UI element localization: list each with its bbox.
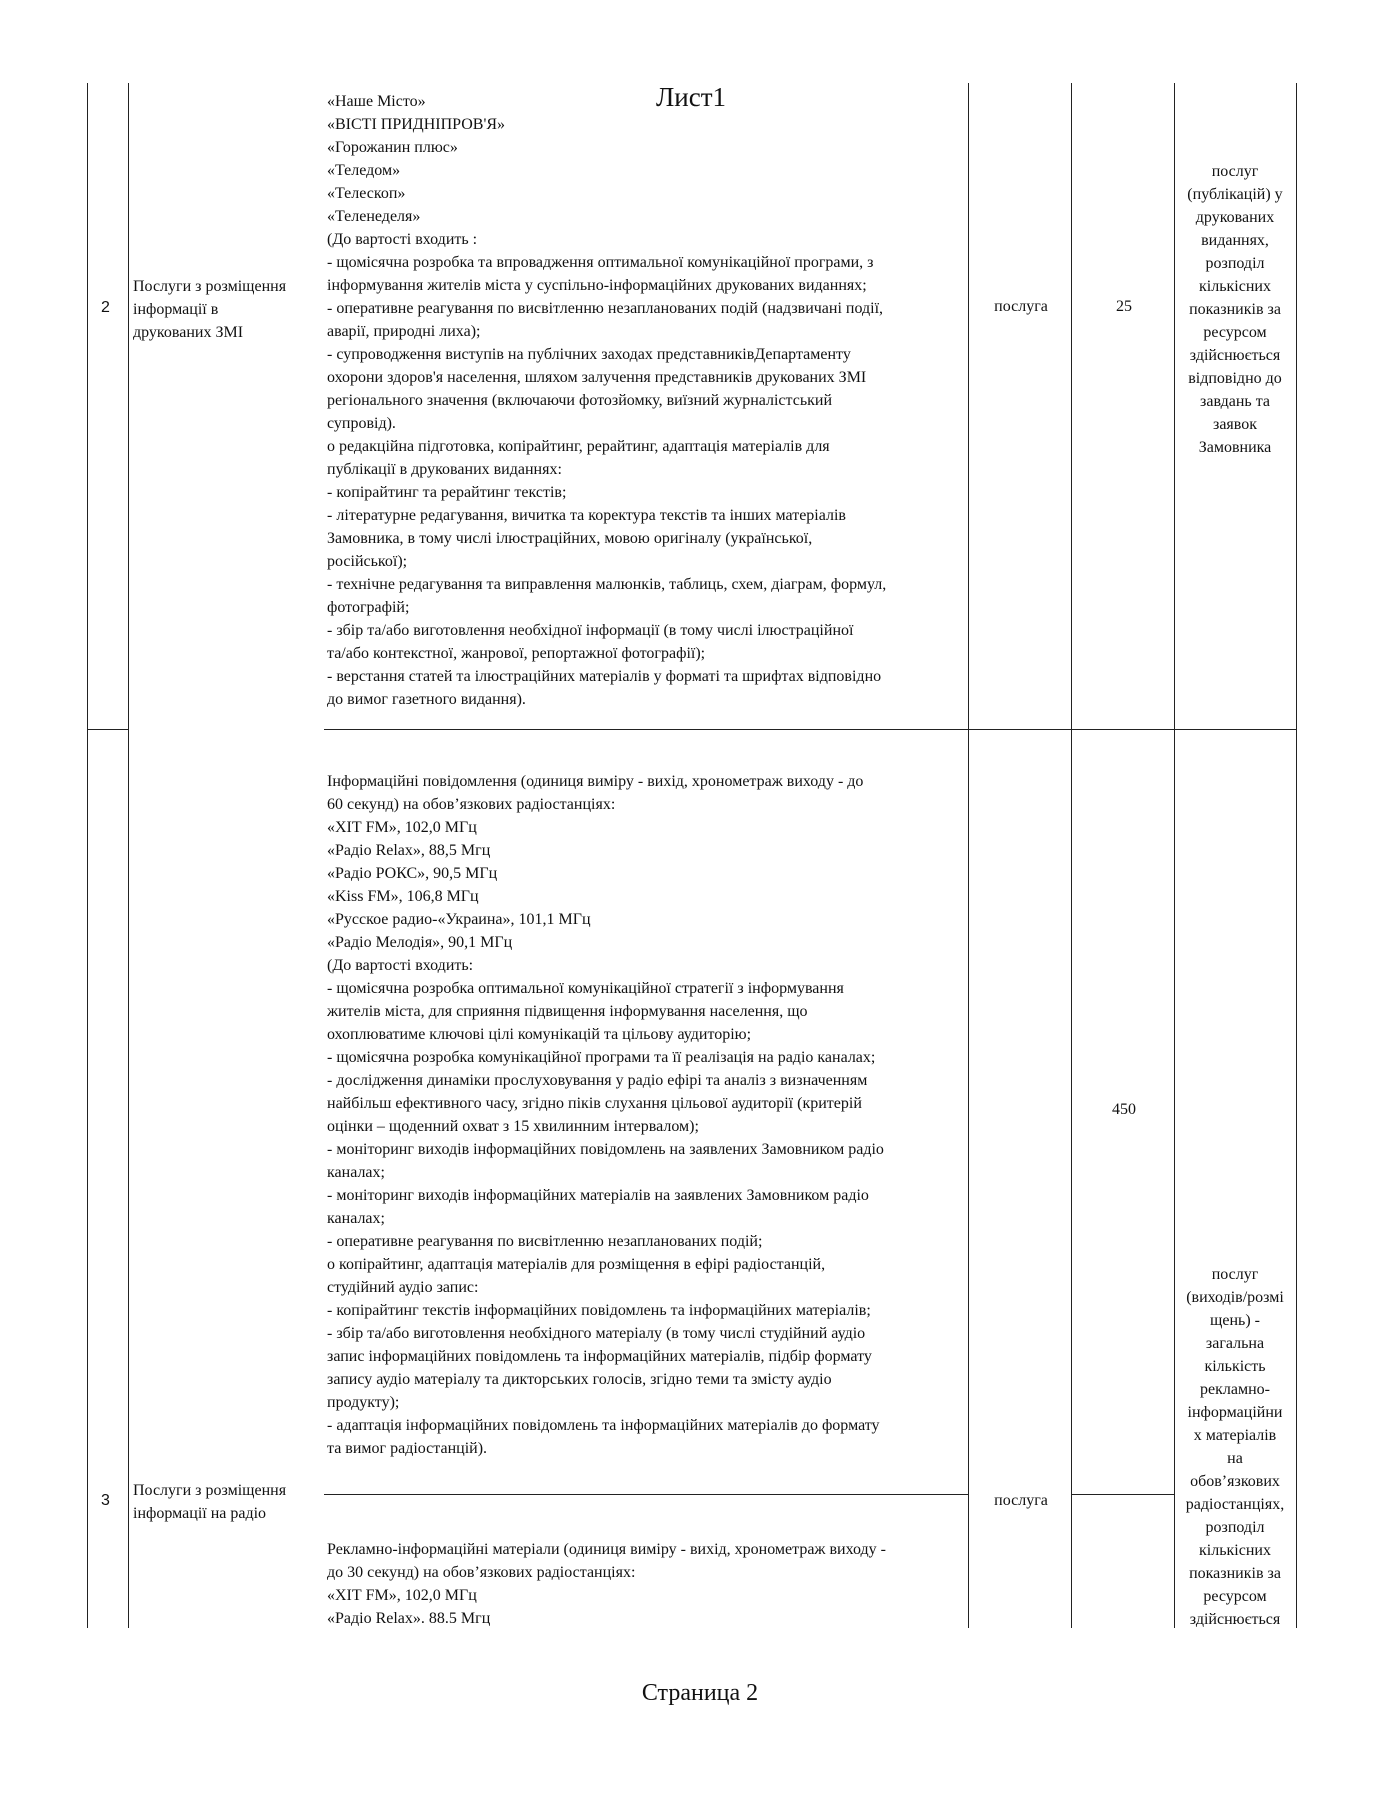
text-line: «Радіо Мелодія», 90,1 МГц: [327, 934, 513, 951]
row-number: 2: [101, 299, 110, 316]
text-line: щень) -: [1210, 1312, 1260, 1329]
service-description: [327, 90, 967, 711]
text-line: (виходів/розмі: [1186, 1289, 1284, 1306]
text-line: аварії, природні лиха);: [327, 323, 481, 340]
text-line: інформаційни: [1187, 1404, 1283, 1421]
quantity-cell: 25: [1116, 298, 1132, 315]
text-line: - технічне редагування та виправлення малюнків, таблиць, схем, діаграм, формул,: [327, 576, 887, 593]
text-line: ресурсом: [1203, 1588, 1267, 1605]
text-line: показників за: [1189, 1565, 1281, 1582]
text-line: «Телескоп»: [327, 185, 406, 202]
text-line: - збір та/або виготовлення необхідного матеріалу (в тому числі студійний аудіо: [327, 1325, 866, 1342]
text-line: Рекламно-інформаційні матеріали (одиниця виміру - вихід, хронометраж виходу -: [327, 1541, 886, 1558]
text-line: (публікацій) у: [1187, 186, 1283, 203]
text-line: інформування жителів міста у суспільно-інформаційних друкованих виданнях;: [327, 277, 867, 294]
text-line: - щомісячна розробка та впровадження оптимальної комунікаційної програми, з: [327, 254, 874, 271]
text-line: - моніторинг виходів інформаційних повідомлень на заявлених Замовником радіо: [327, 1141, 884, 1158]
text-line: та/або контекстної, жанрової, репортажної фотографії);: [327, 645, 706, 662]
text-line: «Горожанин плюс»: [327, 139, 458, 156]
text-line: (До вартості входить:: [327, 957, 474, 974]
row-divider: [1071, 1494, 1174, 1495]
text-line: «Радіо Relax». 88.5 Мгц: [327, 1610, 491, 1627]
text-line: охорони здоров'я населення, шляхом залучення представників друкованих ЗМІ: [327, 369, 867, 386]
text-line: «Kiss FM», 106,8 МГц: [327, 888, 479, 905]
text-line: «ВІСТІ ПРИДНІПРОВ'Я»: [327, 116, 506, 133]
grid-line: [128, 83, 129, 1628]
text-line: - адаптація інформаційних повідомлень та інформаційних матеріалів до формату: [327, 1417, 880, 1434]
text-line: друкованих: [1195, 209, 1275, 226]
text-line: відповідно до: [1188, 370, 1282, 387]
row-divider: [324, 1494, 968, 1495]
row-number: 3: [101, 1492, 110, 1509]
text-line: кількісних: [1199, 1542, 1271, 1559]
note-cell: [1176, 160, 1294, 459]
text-line: «ХІТ FM», 102,0 МГц: [327, 1587, 477, 1604]
text-line: кількість: [1204, 1358, 1266, 1375]
text-line: послуг: [1211, 163, 1259, 180]
text-line: та вимог радіостанцій).: [327, 1440, 488, 1457]
text-line: «Радіо РОКС», 90,5 МГц: [327, 865, 498, 882]
text-line: - оперативне реагування по висвітленню незапланованих подій (надзвичані події,: [327, 300, 884, 317]
grid-line: [1296, 83, 1297, 1628]
text-line: - щомісячна розробка оптимальної комунікаційної стратегії з інформування: [327, 980, 844, 997]
grid-line: [968, 83, 969, 1628]
text-line: здійснюється: [1189, 347, 1281, 364]
text-line: охоплюватиме ключові цілі комунікацій та цільову аудиторію;: [327, 1026, 752, 1043]
text-line: - оперативне реагування по висвітленню незапланованих подій;: [327, 1233, 763, 1250]
text-line: - літературне редагування, вичитка та коректура текстів та інших матеріалів: [327, 507, 846, 524]
text-line: «Теледом»: [327, 162, 401, 179]
service-name: Послуги з розміщення інформації на радіо: [133, 1482, 287, 1522]
text-line: публікації в друкованих виданнях:: [327, 461, 562, 478]
text-line: - щомісячна розробка комунікаційної програми та її реалізація на радіо каналах;: [327, 1049, 876, 1066]
text-line: - верстання статей та ілюстраційних матеріалів у форматі та шрифтах відповідно: [327, 668, 882, 685]
text-line: рекламно-: [1200, 1381, 1270, 1398]
text-line: до 30 секунд) на обов’язкових радіостанціях:: [327, 1564, 636, 1581]
text-line: Інформаційні повідомлення (одиниця виміру - вихід, хронометраж виходу - до: [327, 773, 864, 790]
text-line: до вимог газетного видання).: [327, 691, 526, 708]
text-line: «Радіо Relax», 88,5 Мгц: [327, 842, 491, 859]
text-line: обов’язкових: [1190, 1473, 1280, 1490]
text-line: розподіл: [1205, 1519, 1265, 1536]
text-line: радіостанціях,: [1185, 1496, 1285, 1513]
text-line: ресурсом: [1203, 324, 1267, 341]
text-line: Замовника: [1198, 439, 1272, 456]
text-line: запису аудіо матеріалу та дикторських голосів, згідно теми та змісту аудіо: [327, 1371, 832, 1388]
text-line: «Русское радио-«Украина», 101,1 МГц: [327, 911, 591, 928]
text-line: - копірайтинг текстів інформаційних повідомлень та інформаційних матеріалів;: [327, 1302, 871, 1319]
text-line: виданнях,: [1201, 232, 1269, 249]
text-line: заявок: [1213, 416, 1257, 433]
grid-line: [87, 83, 88, 1628]
text-line: оцінки – щоденний охват з 15 хвилинним інтервалом);: [327, 1118, 699, 1135]
text-line: студійний аудіо запис:: [327, 1279, 479, 1296]
text-line: 60 секунд) на обов’язкових радіостанціях:: [327, 796, 616, 813]
text-line: загальна: [1205, 1335, 1265, 1352]
row-divider: [87, 729, 128, 730]
row-divider: [324, 729, 1296, 730]
text-line: - копірайтинг та рерайтинг текстів;: [327, 484, 567, 501]
quantity-cell: 450: [1112, 1101, 1136, 1118]
service-description-extra: [327, 1538, 967, 1630]
text-line: каналах;: [327, 1164, 385, 1181]
unit-cell: послуга: [994, 298, 1048, 315]
text-line: - збір та/або виготовлення необхідної інформації (в тому числі ілюстраційної: [327, 622, 854, 639]
text-line: фотографій;: [327, 599, 410, 616]
text-line: показників за: [1189, 301, 1281, 318]
note-cell: [1176, 1263, 1294, 1631]
text-line: о редакційна підготовка, копірайтинг, рерайтинг, адаптація матеріалів для: [327, 438, 830, 455]
text-line: завдань та: [1200, 393, 1270, 410]
text-line: х матеріалів: [1193, 1427, 1277, 1444]
text-line: супровід).: [327, 415, 396, 432]
text-line: найбільш ефективного часу, згідно піків слухання цільової аудиторії (критерій: [327, 1095, 862, 1112]
service-name: Послуги з розміщення інформації в друкованих ЗМІ: [133, 278, 287, 341]
text-line: - супроводження виступів на публічних заходах представниківДепартаменту: [327, 346, 851, 363]
text-line: Замовника, в тому числі ілюстраційних, мовою оригіналу (української,: [327, 530, 813, 547]
text-line: розподіл: [1205, 255, 1265, 272]
text-line: - дослідження динаміки прослуховування у радіо ефірі та аналіз з визначенням: [327, 1072, 868, 1089]
text-line: регіонального значення (включаючи фотозйомку, виїзний журналістський: [327, 392, 833, 409]
text-line: «ХІТ FM», 102,0 МГц: [327, 819, 477, 836]
text-line: о копірайтинг, адаптація матеріалів для розміщення в ефірі радіостанцій,: [327, 1256, 826, 1273]
text-line: - моніторинг виходів інформаційних матеріалів на заявлених Замовником радіо: [327, 1187, 869, 1204]
text-line: жителів міста, для сприяння підвищення інформування населення, що: [327, 1003, 808, 1020]
text-line: каналах;: [327, 1210, 385, 1227]
text-line: російської);: [327, 553, 408, 570]
sheet-title: Лист1: [656, 82, 727, 112]
text-line: послуг: [1211, 1266, 1259, 1283]
text-line: кількісних: [1199, 278, 1271, 295]
text-line: запис інформаційних повідомлень та інформаційних матеріалів, підбір формату: [327, 1348, 872, 1365]
text-line: на: [1227, 1450, 1243, 1467]
text-line: продукту);: [327, 1394, 400, 1411]
text-line: «Наше Місто»: [327, 93, 426, 110]
page-footer: Страница 2: [641, 1680, 759, 1706]
text-line: здійснюється: [1189, 1611, 1281, 1628]
service-description: [327, 770, 967, 1460]
unit-cell: послуга: [994, 1492, 1048, 1509]
text-line: (До вартості входить :: [327, 231, 478, 248]
text-line: «Теленеделя»: [327, 208, 421, 225]
